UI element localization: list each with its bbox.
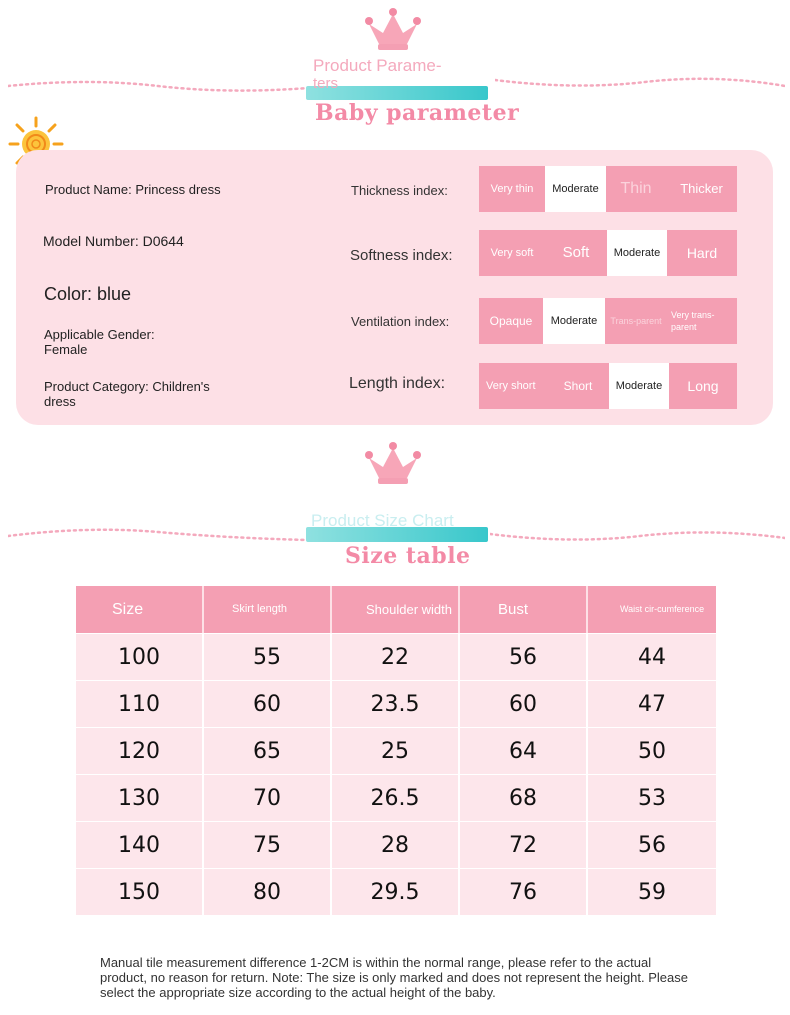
cell-bust: 72: [460, 821, 588, 868]
softness-option: Very soft: [479, 230, 545, 276]
softness-option: Soft: [545, 230, 607, 276]
column-header-skirt-length: Skirt length: [204, 586, 332, 633]
cell-size: 130: [76, 774, 204, 821]
thickness-index-label: Thickness index:: [351, 183, 448, 198]
thickness-option: Very thin: [479, 166, 545, 212]
table-row: [76, 774, 716, 821]
cell-skirt-length: 65: [204, 727, 332, 774]
cell-size: 140: [76, 821, 204, 868]
section-subtitle: Baby parameter: [315, 100, 520, 126]
cell-shoulder-width: 26.5: [332, 774, 460, 821]
table-row: [76, 727, 716, 774]
crown-icon: [363, 6, 423, 56]
cell-size: 120: [76, 727, 204, 774]
size-table: [76, 586, 716, 915]
cell-shoulder-width: 22: [332, 633, 460, 680]
dotted-divider: [495, 72, 785, 84]
cell-skirt-length: 60: [204, 680, 332, 727]
cell-shoulder-width: 25: [332, 727, 460, 774]
cell-bust: 56: [460, 633, 588, 680]
size-table-header: [76, 586, 716, 633]
ventilation-option-selected: Moderate: [543, 298, 605, 344]
cell-bust: 64: [460, 727, 588, 774]
length-option: Short: [547, 363, 609, 409]
column-header-size: Size: [76, 586, 204, 633]
cell-waist: 56: [588, 821, 716, 868]
dotted-divider: [490, 524, 785, 536]
spec-category-line2: dress: [44, 394, 76, 409]
cell-bust: 68: [460, 774, 588, 821]
table-row: [76, 633, 716, 680]
cell-waist: 44: [588, 633, 716, 680]
cell-size: 100: [76, 633, 204, 680]
thickness-option: Thin: [606, 166, 666, 212]
thickness-index-scale: [479, 166, 737, 212]
dotted-divider: [8, 526, 308, 538]
cell-waist: 59: [588, 868, 716, 915]
section-title-line1: Product Parame-: [313, 56, 442, 75]
ventilation-option: Very trans-parent: [667, 298, 737, 344]
cell-waist: 53: [588, 774, 716, 821]
spec-color: Color: blue: [44, 284, 132, 304]
table-row: [76, 680, 716, 727]
cell-waist: 50: [588, 727, 716, 774]
thickness-option: Thicker: [666, 166, 737, 212]
softness-index-scale: [479, 230, 737, 276]
measurement-note: Manual tile measurement difference 1-2CM is within the normal range, please refer to the actual product, no reason for return. Note: The size is only marked and does not represent the height. Please select the appropriate size according to the actual height of the baby.: [100, 955, 688, 1000]
cell-waist: 47: [588, 680, 716, 727]
cell-skirt-length: 55: [204, 633, 332, 680]
length-option: Long: [669, 363, 737, 409]
length-index-scale: [479, 363, 737, 409]
cell-shoulder-width: 29.5: [332, 868, 460, 915]
spec-gender-line1: Applicable Gender:: [44, 327, 155, 342]
column-header-shoulder-width: Shoulder width: [332, 586, 460, 633]
dotted-divider: [8, 78, 308, 90]
ventilation-index-label: Ventilation index:: [351, 314, 450, 329]
cell-skirt-length: 75: [204, 821, 332, 868]
softness-index-label: Softness index:: [350, 247, 453, 264]
table-row: [76, 821, 716, 868]
cell-size: 150: [76, 868, 204, 915]
size-chart-subtitle: Size table: [345, 543, 471, 569]
ventilation-index-scale: [479, 298, 737, 344]
crown-icon: [363, 440, 423, 490]
size-chart-title: Product Size Chart: [311, 511, 454, 530]
ventilation-option: Opaque: [479, 298, 543, 344]
length-option: Very short: [479, 363, 547, 409]
spec-model-number: Model Number: D0644: [43, 233, 184, 249]
cell-bust: 60: [460, 680, 588, 727]
softness-option-selected: Moderate: [607, 230, 667, 276]
cell-shoulder-width: 28: [332, 821, 460, 868]
section-title-line2: ters: [313, 75, 339, 92]
spec-product-name: Product Name: Princess dress: [45, 182, 221, 197]
column-header-waist: Waist cir-cumference: [588, 586, 716, 633]
column-header-bust: Bust: [460, 586, 588, 633]
length-index-label: Length index:: [349, 375, 446, 392]
thickness-option-selected: Moderate: [545, 166, 606, 212]
cell-skirt-length: 80: [204, 868, 332, 915]
softness-option: Hard: [667, 230, 737, 276]
cell-size: 110: [76, 680, 204, 727]
length-option-selected: Moderate: [609, 363, 669, 409]
cell-skirt-length: 70: [204, 774, 332, 821]
table-row: [76, 868, 716, 915]
cell-bust: 76: [460, 868, 588, 915]
cell-shoulder-width: 23.5: [332, 680, 460, 727]
spec-category-line1: Product Category: Children's: [44, 379, 210, 394]
spec-gender-line2: Female: [44, 342, 88, 357]
ventilation-option: Trans-parent: [605, 298, 667, 344]
